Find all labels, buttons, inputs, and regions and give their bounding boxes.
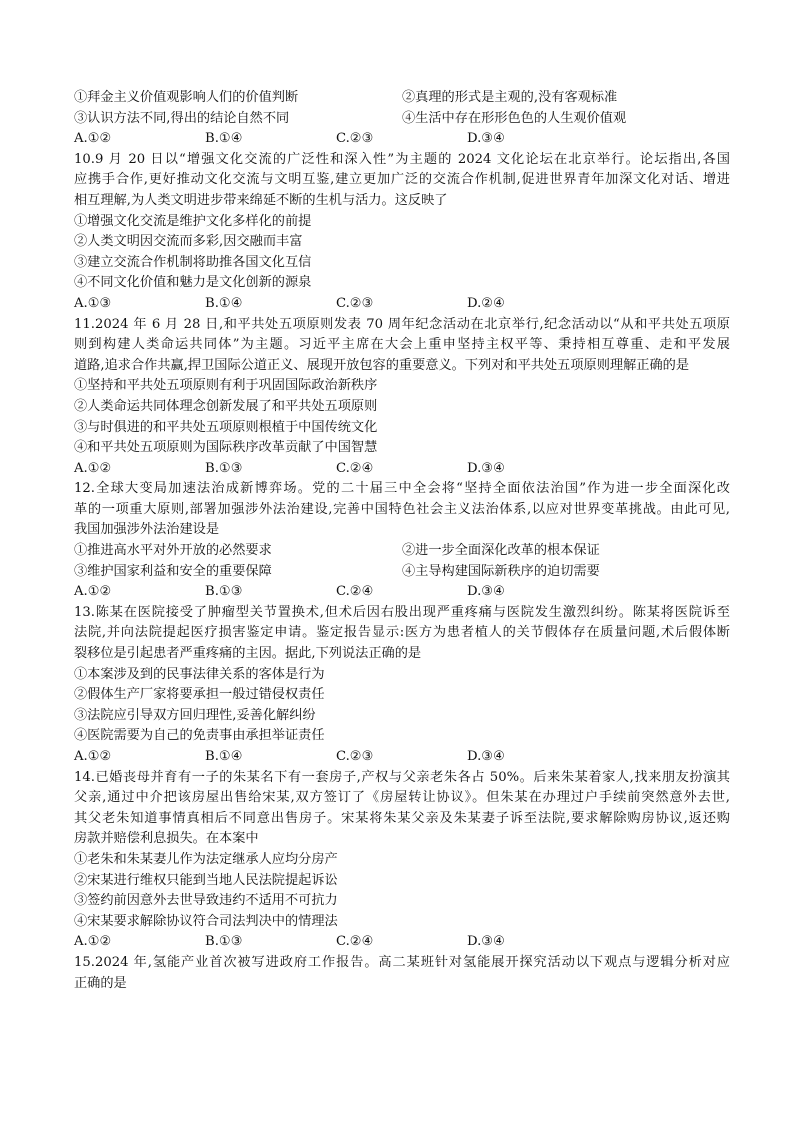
answer-choice-a: A.①②	[74, 131, 112, 147]
answer-choice-a: A.①②	[74, 934, 112, 950]
answer-choice-b: B.①④	[205, 295, 243, 311]
q13-stem-line: 13.陈某在医院接受了肿瘤型关节置换术,但术后因右股出现严重疼痛与医院发生激烈纠纷。陈某将医院诉至	[74, 604, 730, 620]
answer-choice-d: D.③④	[467, 584, 505, 600]
answer-choice-d: D.③④	[467, 460, 505, 476]
q13-option-2: ②假体生产厂家将要承担一般过错侵权责任	[74, 687, 325, 703]
exam-page	[74, 88, 730, 994]
q12-option-2: ②进一步全面深化改革的根本保证	[402, 543, 600, 559]
q13-stem-line: 裂移位是引起患者严重疼痛的主因。据此,下列说法正确的是	[74, 646, 422, 662]
answer-choice-a: A.①③	[74, 295, 112, 311]
q15-stem-line: 15.2024 年,氢能产业首次被写进政府工作报告。高二某班针对氢能展开探究活动以下观点与逻辑分析对应	[74, 954, 730, 970]
q13-answers	[74, 747, 730, 768]
q12-option-1: ①推进高水平对外开放的必然要求	[74, 543, 272, 559]
q9-option-1: ①拜金主义价值观影响人们的价值判断	[74, 90, 299, 105]
q11-option-2: ②人类命运共同体理念创新发展了和平共处五项原则	[74, 398, 378, 414]
q11-stem-line: 道路,追求合作共赢,捍卫国际公道正义、展现开放包容的重要意义。下列对和平共处五项原则理解正确的是	[74, 357, 690, 373]
q14-stem-line: 14.已婚丧母并育有一子的朱某名下有一套房子,产权与父亲老朱各占 50%。后来朱某着家人,找来朋友扮演其	[74, 769, 730, 785]
q14-option-4: ④宋某要求解除协议符合司法判决中的情理法	[74, 913, 338, 929]
answer-choice-c: C.②③	[336, 749, 374, 764]
q10-option-2: ②人类文明因交流而多彩,因交融而丰富	[74, 234, 303, 250]
q14-stem-line: 父亲,通过中介把该房屋出售给宋某,双方签订了《房屋转让协议》。但朱某在办理过户手续前突然意外去世,	[74, 790, 730, 806]
answer-choice-b: B.①④	[205, 131, 243, 147]
q13-stem-line: 法院,并向法院提起医疗损害鉴定申请。鉴定报告显示:医方为患者植人的关节假体存在质量问题,术后假体断	[74, 625, 730, 641]
q12-option-3: ③维护国家利益和安全的重要保障	[74, 563, 272, 579]
q10-stem-line: 相互理解,为人类文明进步带来绵延不断的生机与活力。这反映了	[74, 192, 448, 208]
q15-stem-line: 正确的是	[74, 975, 127, 991]
q9-option-4: ④生活中存在形形色色的人生观价值观	[402, 110, 627, 126]
q9-options-row-2	[74, 109, 730, 130]
q14-option-2: ②宋某进行维权只能到当地人民法院提起诉讼	[74, 872, 338, 888]
answer-choice-c: C.②④	[336, 934, 374, 950]
q13-option-4: ④医院需要为自己的免责事由承担举证责任	[74, 728, 325, 744]
q9-options-row-1	[74, 88, 730, 109]
answer-choice-c: C.②④	[336, 460, 374, 476]
answer-choice-b: B.①③	[205, 584, 243, 600]
q12-answers	[74, 582, 730, 603]
answer-choice-c: C.②④	[336, 584, 374, 600]
answer-choice-b: B.①③	[205, 934, 243, 950]
answer-choice-a: A.①②	[74, 584, 112, 600]
q10-option-4: ④不同文化价值和魅力是文化创新的源泉	[74, 275, 312, 291]
q12-option-4: ④主导构建国际新秩序的迫切需要	[402, 563, 600, 579]
q14-answers	[74, 932, 730, 953]
answer-choice-a: A.①②	[74, 749, 112, 764]
q10-stem-line: 应携手合作,更好推动文化交流与文明互鉴,建立更加广泛的交流合作机制,促进世界青年加深文化对话、增进	[74, 172, 730, 188]
q10-stem-line: 10.9 月 20 日以“增强文化交流的广泛性和深入性”为主题的 2024 文化论坛在北京举行。论坛指出,各国	[74, 151, 730, 167]
q12-stem-line: 12.全球大变局加速法治成新博弈场。党的二十届三中全会将“坚持全面依法治国”作为进一步全面深化改	[74, 481, 730, 497]
q10-option-3: ③建立交流合作机制将助推各国文化互信	[74, 254, 312, 270]
q9-option-3: ③认识方法不同,得出的结论自然不同	[74, 110, 290, 126]
answer-choice-c: C.②③	[336, 131, 374, 147]
q11-answers	[74, 459, 730, 480]
q10-answers	[74, 294, 730, 315]
answer-choice-d: D.③④	[467, 131, 505, 147]
answer-choice-b: B.①④	[205, 749, 243, 764]
q11-stem-line: 11.2024 年 6 月 28 日,和平共处五项原则发表 70 周年纪念活动在北京举行,纪念活动以“从和平共处五项原	[74, 316, 730, 332]
answer-choice-d: D.②④	[467, 295, 505, 311]
answer-choice-d: D.③④	[467, 749, 505, 764]
answer-choice-c: C.②③	[336, 295, 374, 311]
answer-choice-b: B.①③	[205, 460, 243, 476]
answer-choice-a: A.①②	[74, 460, 112, 476]
q14-option-1: ①老朱和朱某妻儿作为法定继承人应均分房产	[74, 851, 338, 867]
q11-stem-line: 则到构建人类命运共同体”为主题。习近平主席在大会上重申坚持主权平等、秉持相互尊重、走和平发展	[74, 337, 730, 353]
q12-stem-line: 革的一项重大原则,部署加强涉外法治建设,完善中国特色社会主义法治体系,以应对世界变革挑战。由此可见,	[74, 501, 730, 517]
q9-option-2: ②真理的形式是主观的,没有客观标准	[402, 90, 618, 105]
q12-options-row-2	[74, 562, 730, 583]
q11-option-1: ①坚持和平共处五项原则有利于巩固国际政治新秩序	[74, 378, 378, 394]
q14-stem-line: 房款并赔偿利息损失。在本案中	[74, 831, 259, 847]
q13-option-3: ③法院应引导双方回归理性,妥善化解纠纷	[74, 707, 316, 723]
q12-options-row-1	[74, 541, 730, 562]
q13-option-1: ①本案涉及到的民事法律关系的客体是行为	[74, 666, 325, 682]
q14-stem-line: 其父老朱知道事情真相后不同意出售房子。宋某将朱某父亲及朱某妻子诉至法院,要求解除购房协议,返还购	[74, 810, 730, 826]
q11-option-3: ③与时俱进的和平共处五项原则根植于中国传统文化	[74, 419, 378, 435]
q11-option-4: ④和平共处五项原则为国际秩序改革贡献了中国智慧	[74, 440, 378, 456]
q12-stem-line: 我国加强涉外法治建设是	[74, 522, 220, 538]
q14-option-3: ③签约前因意外去世导致违约不适用不可抗力	[74, 893, 338, 909]
q10-option-1: ①增强文化交流是维护文化多样化的前提	[74, 213, 312, 229]
answer-choice-d: D.③④	[467, 934, 505, 950]
q9-answers	[74, 129, 730, 150]
